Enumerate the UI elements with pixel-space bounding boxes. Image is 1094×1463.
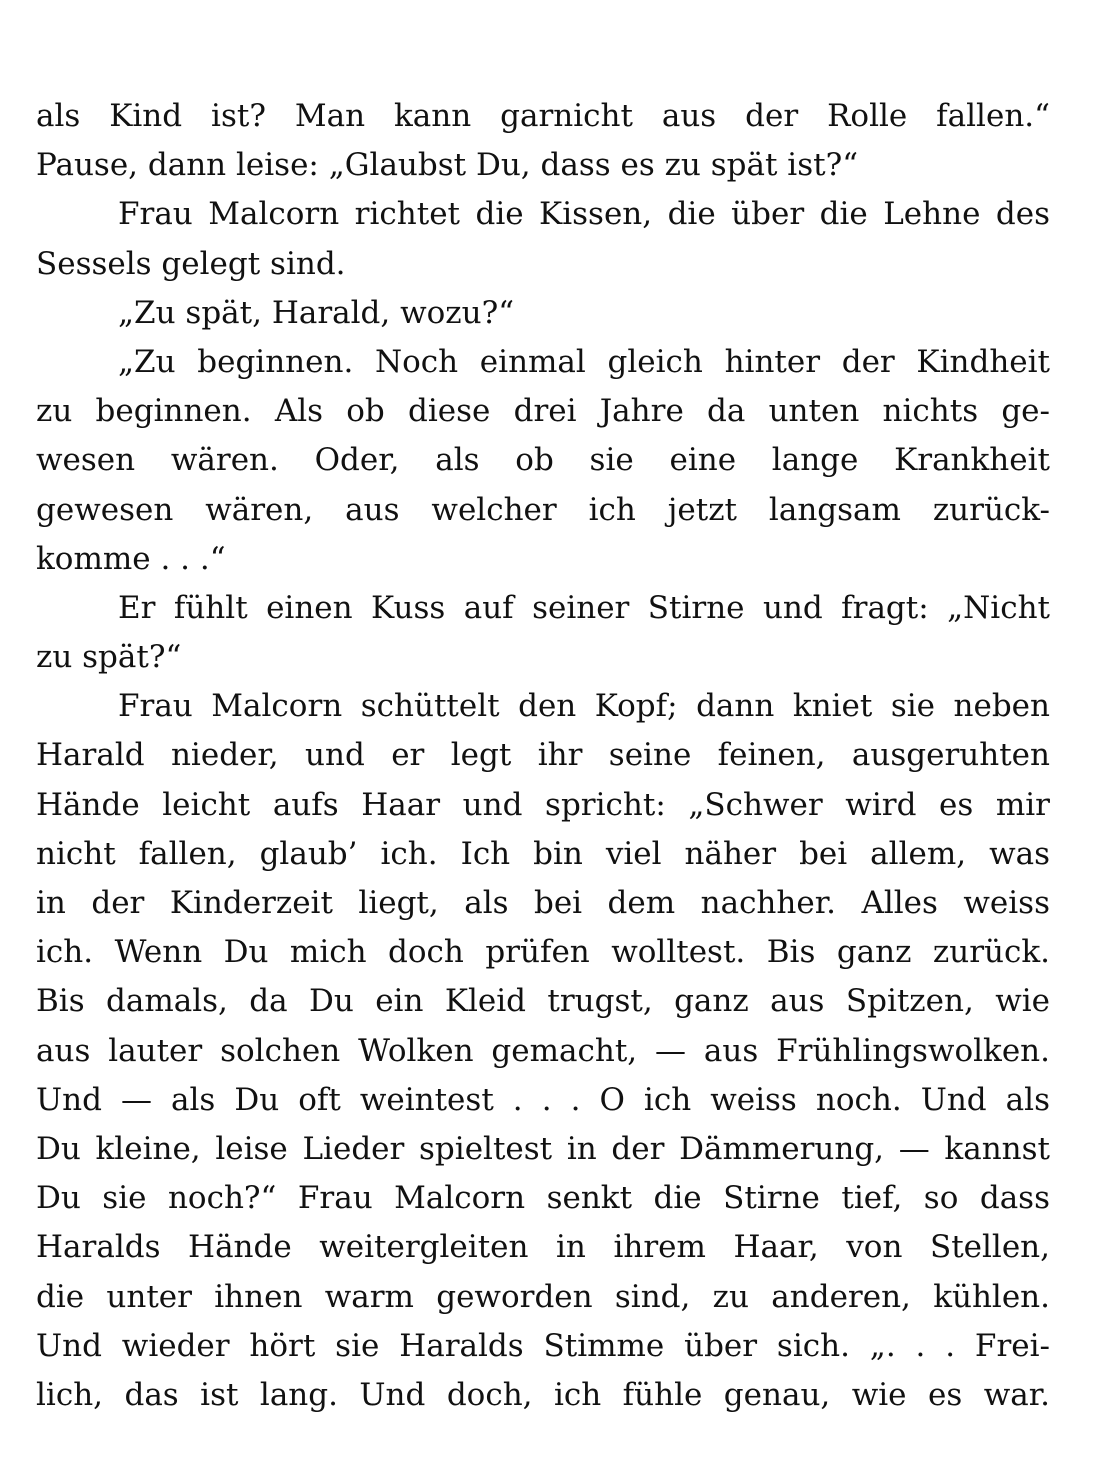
text-line: Und wieder hört sie Haralds Stimme über sich. „. . . Frei- — [36, 1327, 1050, 1364]
text-line: Sessels gelegt sind. — [36, 245, 346, 282]
text-line: wesen wären. Oder, als ob sie eine lange Krankheit — [36, 442, 1050, 479]
text-line: als Kind ist? Man kann garnicht aus der Rolle fallen.“ — [36, 98, 1050, 134]
text-line: „Zu spät, Harald, wozu?“ — [118, 294, 515, 331]
text-line: Du sie noch?“ Frau Malcorn senkt die Stirne tief, so dass — [36, 1180, 1050, 1217]
text-line: Haralds Hände weitergleiten in ihrem Haar, von Stellen, — [36, 1229, 1050, 1266]
text-line: Frau Malcorn richtet die Kissen, die über die Lehne des — [118, 196, 1050, 233]
text-line: aus lauter solchen Wolken gemacht, — aus Frühlingswolken. — [36, 1032, 1050, 1069]
text-line: komme . . .“ — [36, 540, 226, 577]
text-line: in der Kinderzeit liegt, als bei dem nachher. Alles weiss — [36, 885, 1050, 921]
text-line: Bis damals, da Du ein Kleid trugst, ganz aus Spitzen, wie — [36, 983, 1050, 1020]
text-line: ich. Wenn Du mich doch prüfen wolltest. Bis ganz zurück. — [36, 934, 1050, 971]
text-line: nicht fallen, glaub’ ich. Ich bin viel näher bei allem, was — [36, 835, 1050, 872]
text-line: gewesen wären, aus welcher ich jetzt langsam zurück- — [36, 491, 1050, 528]
text-line: zu spät?“ — [36, 639, 182, 676]
text-line: Frau Malcorn schüttelt den Kopf; dann kniet sie neben — [118, 688, 1050, 725]
text-line: Er fühlt einen Kuss auf seiner Stirne und fragt: „Nicht — [118, 589, 1050, 626]
text-line: lich, das ist lang. Und doch, ich fühle genau, wie es war. — [36, 1376, 1050, 1413]
text-line: Harald nieder, und er legt ihr seine feinen, ausgeruhten — [36, 737, 1050, 774]
text-line: „Zu beginnen. Noch einmal gleich hinter der Kindheit — [118, 343, 1050, 380]
text-line: Hände leicht aufs Haar und spricht: „Schwer wird es mir — [36, 786, 1050, 823]
text-line: die unter ihnen warm geworden sind, zu anderen, kühlen. — [36, 1278, 1050, 1315]
text-line: Pause, dann leise: „Glaubst Du, dass es zu spät ist?“ — [36, 147, 859, 184]
text-line: Und — als Du oft weintest . . . O ich weiss noch. Und als — [36, 1081, 1050, 1118]
page-text — [36, 92, 1050, 1420]
text-line: Du kleine, leise Lieder spieltest in der Dämmerung, — kannst — [36, 1130, 1050, 1167]
text-line: zu beginnen. Als ob diese drei Jahre da unten nichts ge- — [36, 393, 1050, 430]
